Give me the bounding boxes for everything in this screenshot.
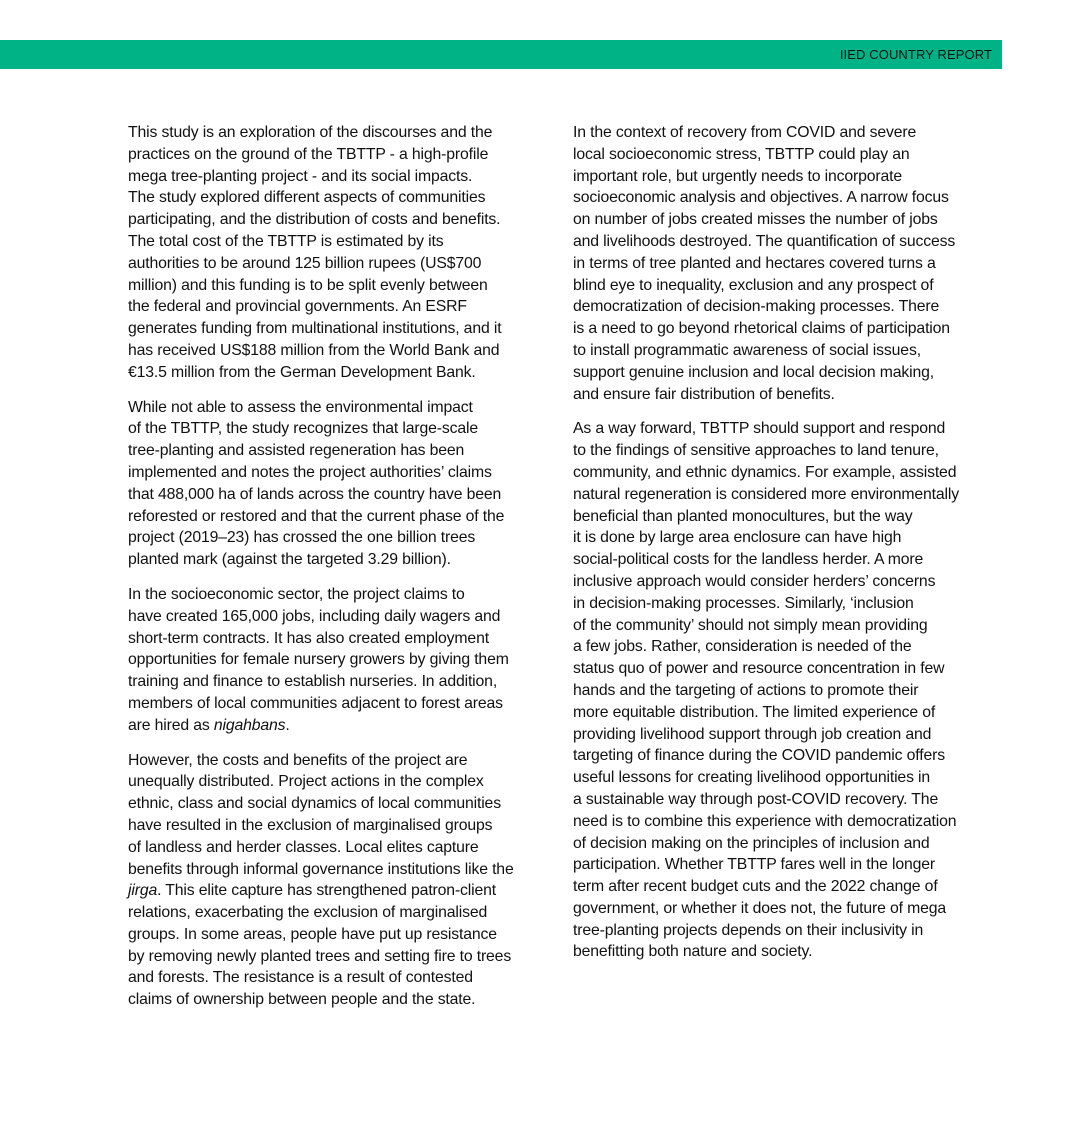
text-line: democratization of decision-making processes. There — [573, 298, 940, 316]
text-line: of the TBTTP, the study recognizes that large-scale — [128, 420, 479, 438]
text-line: This study is an exploration of the discourses and the — [128, 124, 493, 141]
text-line: need is to combine this experience with democratization — [573, 812, 957, 830]
text-line — [128, 715, 558, 737]
paragraph-study-overview — [128, 122, 558, 384]
text-line: in terms of tree planted and hectares covered turns a — [573, 254, 936, 272]
paragraph-socioeconomic-sector — [128, 584, 558, 737]
text-line: in decision-making processes. Similarly, ‘inclusion — [573, 594, 914, 612]
text-line: opportunities for female nursery growers by giving them — [128, 651, 509, 669]
text-line: term after recent budget cuts and the 2022 change of — [573, 878, 938, 896]
text-line: that 488,000 ha of lands across the country have been — [128, 485, 502, 503]
text-line: participation. Whether TBTTP fares well in the longer — [573, 856, 935, 874]
text-line: to install programmatic awareness of social issues, — [573, 341, 921, 359]
text-line: The total cost of the TBTTP is estimated by its — [128, 232, 444, 250]
text-line: it is done by large area enclosure can have high — [573, 529, 902, 547]
text-line: on number of jobs created misses the number of jobs — [573, 211, 938, 229]
text-line: In the context of recovery from COVID and severe — [573, 124, 917, 141]
text-line: €13.5 million from the German Development Bank. — [128, 363, 476, 381]
text-fragment: are hired as — [128, 716, 214, 734]
text-line: status quo of power and resource concentration in few — [573, 660, 945, 678]
text-line: useful lessons for creating livelihood opportunities in — [573, 769, 931, 787]
text-line: training and finance to establish nurseries. In addition, — [128, 673, 498, 691]
text-line: a few jobs. Rather, consideration is needed of the — [573, 638, 912, 656]
text-line: members of local communities adjacent to forest areas — [128, 694, 503, 712]
text-line: community, and ethnic dynamics. For example, assisted — [573, 463, 957, 481]
text-fragment: . — [285, 716, 290, 734]
text-line: mega tree-planting project - and its social impacts. — [128, 167, 473, 185]
right-column — [573, 122, 1003, 976]
text-line: natural regeneration is considered more environmentally — [573, 485, 960, 503]
text-line: of landless and herder classes. Local elites capture — [128, 838, 479, 856]
text-line: authorities to be around 125 billion rupees (US$700 — [128, 254, 482, 272]
text-line: social-political costs for the landless herder. A more — [573, 551, 924, 569]
text-line: beneficial than planted monocultures, but the way — [573, 507, 913, 525]
text-line: As a way forward, TBTTP should support and respond — [573, 420, 946, 438]
text-line: of decision making on the principles of inclusion and — [573, 834, 930, 852]
text-line: implemented and notes the project authorities’ claims — [128, 463, 492, 481]
text-line: However, the costs and benefits of the project are — [128, 751, 468, 769]
text-line: local socioeconomic stress, TBTTP could play an — [573, 145, 910, 163]
text-line: groups. In some areas, people have put up resistance — [128, 925, 497, 943]
text-line — [128, 880, 558, 902]
left-column — [128, 122, 558, 1024]
text-fragment: . This elite capture has strengthened patron-client — [157, 882, 497, 900]
text-line: of the community’ should not simply mean providing — [573, 616, 928, 634]
text-line: ethnic, class and social dynamics of local communities — [128, 795, 501, 813]
text-line: short-term contracts. It has also created employment — [128, 629, 489, 647]
text-line: tree-planting projects depends on their inclusivity in — [573, 921, 924, 939]
paragraph-costs-benefits — [128, 750, 558, 1012]
text-line: In the socioeconomic sector, the project claims to — [128, 585, 465, 603]
text-line: providing livelihood support through job creation and — [573, 725, 932, 743]
text-line: While not able to assess the environmental impact — [128, 398, 473, 416]
text-line: participating, and the distribution of costs and benefits. — [128, 211, 501, 229]
text-line: and ensure fair distribution of benefits. — [573, 385, 835, 403]
text-line: the federal and provincial governments. An ESRF — [128, 298, 467, 316]
text-line: The study explored different aspects of communities — [128, 189, 486, 207]
text-line: unequally distributed. Project actions in the complex — [128, 773, 484, 791]
text-line: government, or whether it does not, the future of mega — [573, 899, 947, 917]
text-line: claims of ownership between people and the state. — [128, 991, 476, 1009]
paragraph-covid-recovery — [573, 122, 1003, 405]
text-line: have created 165,000 jobs, including daily wagers and — [128, 607, 501, 625]
paragraph-way-forward — [573, 418, 1003, 963]
text-line: and forests. The resistance is a result of contested — [128, 969, 473, 987]
header-bar — [0, 40, 1002, 69]
text-line: project (2019–23) has crossed the one billion trees — [128, 529, 476, 547]
text-line: has received US$188 million from the World Bank and — [128, 341, 500, 359]
text-line: million) and this funding is to be split evenly between — [128, 276, 488, 294]
text-line: inclusive approach would consider herders’ concerns — [573, 572, 936, 590]
text-line: have resulted in the exclusion of marginalised groups — [128, 816, 493, 834]
paragraph-environmental-impact — [128, 397, 558, 571]
text-line: relations, exacerbating the exclusion of marginalised — [128, 904, 488, 922]
text-line: targeting of finance during the COVID pandemic offers — [573, 747, 945, 765]
text-line: a sustainable way through post-COVID recovery. The — [573, 790, 939, 808]
text-line: planted mark (against the targeted 3.29 billion). — [128, 551, 451, 569]
italic-term-jirga: jirga — [128, 882, 158, 900]
text-line: reforested or restored and that the current phase of the — [128, 507, 505, 525]
text-line: tree-planting and assisted regeneration has been — [128, 442, 465, 460]
text-line: is a need to go beyond rhetorical claims of participation — [573, 320, 950, 338]
report-series-label: IIED COUNTRY REPORT — [839, 47, 992, 62]
text-line: benefits through informal governance institutions like the — [128, 860, 514, 878]
text-line: important role, but urgently needs to incorporate — [573, 167, 902, 185]
text-line: hands and the targeting of actions to promote their — [573, 681, 919, 699]
italic-term-nigahbans: nigahbans — [213, 716, 286, 734]
text-line: blind eye to inequality, exclusion and any prospect of — [573, 276, 934, 294]
text-line: more equitable distribution. The limited experience of — [573, 703, 936, 721]
text-line: socioeconomic analysis and objectives. A narrow focus — [573, 189, 949, 207]
text-line: by removing newly planted trees and setting fire to trees — [128, 947, 512, 965]
text-line: benefitting both nature and society. — [573, 943, 813, 961]
text-line: to the findings of sensitive approaches to land tenure, — [573, 442, 939, 460]
text-line: and livelihoods destroyed. The quantification of success — [573, 232, 956, 250]
text-line: generates funding from multinational institutions, and it — [128, 320, 502, 338]
text-line: support genuine inclusion and local decision making, — [573, 363, 935, 381]
text-line: practices on the ground of the TBTTP - a high-profile — [128, 145, 489, 163]
